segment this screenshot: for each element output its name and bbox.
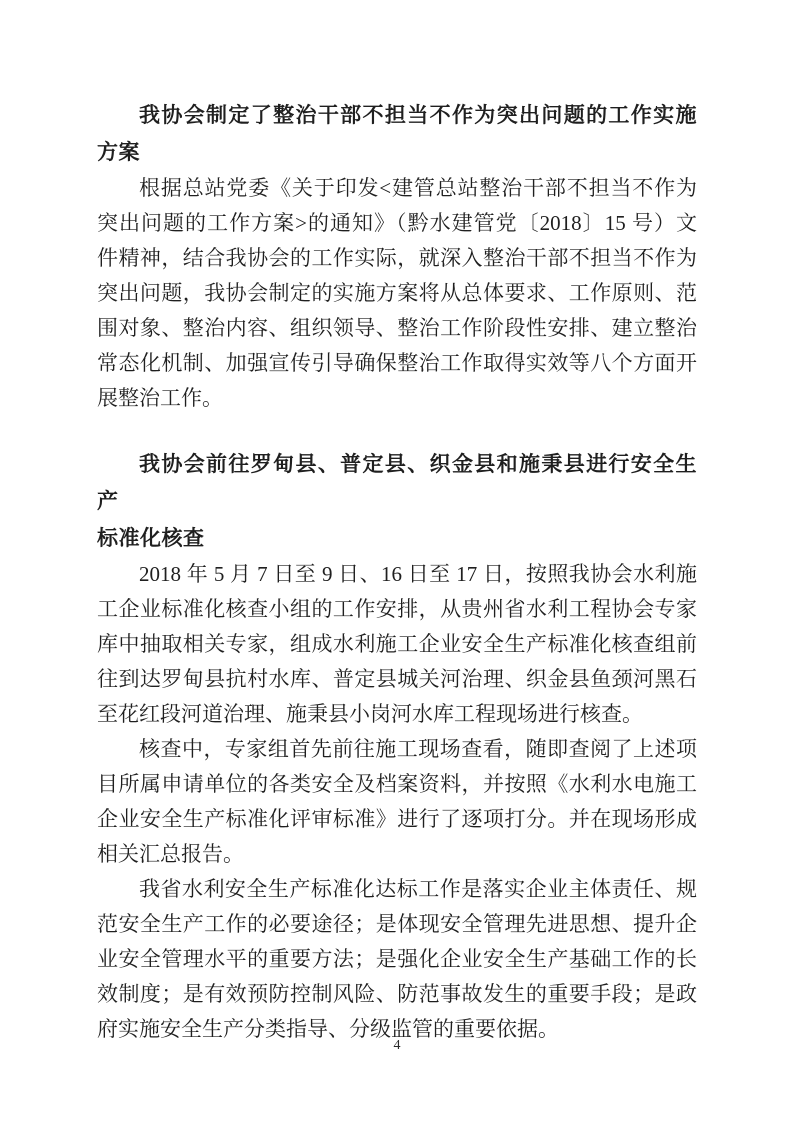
- body-line: 2018 年 5 月 7 日至 9 日、16 日至 17 日，按照我协会水利施: [139, 562, 697, 586]
- body-line: 府实施安全生产分类指导、分级监管的重要依据。: [97, 1017, 559, 1041]
- body-line: 突出问题，我协会制定的实施方案将从总体要求、工作原则、范: [97, 281, 697, 305]
- body-line: 企业安全生产标准化评审标准》进行了逐项打分。并在现场形成: [97, 807, 697, 831]
- body-line: 展整治工作。: [97, 386, 223, 410]
- body-line: 往到达罗甸县抗村水库、普定县城关河治理、织金县鱼颈河黑石: [97, 667, 697, 691]
- body-line: 核查中，专家组首先前往施工现场查看，随即查阅了上述项: [139, 737, 697, 761]
- body-line: 我省水利安全生产标准化达标工作是落实企业主体责任、规: [139, 877, 697, 901]
- body-line: 至花红段河道治理、施秉县小岗河水库工程现场进行核查。: [97, 702, 643, 726]
- body-line: 常态化机制、加强宣传引导确保整治工作取得实效等八个方面开: [97, 351, 697, 375]
- body-line: 围对象、整治内容、组织领导、整治工作阶段性安排、建立整治: [97, 316, 697, 340]
- body-line: 范安全生产工作的必要途径；是体现安全管理先进思想、提升企: [97, 912, 697, 936]
- body-line: 工企业标准化核查小组的工作安排，从贵州省水利工程协会专家: [97, 597, 697, 621]
- section-heading: [97, 446, 697, 557]
- body-line: 根据总站党委《关于印发<建管总站整治干部不担当不作为: [139, 176, 697, 200]
- heading-line: 标准化核查: [97, 526, 205, 550]
- body-line: 目所属申请单位的各类安全及档案资料，并按照《水利水电施工: [97, 772, 697, 796]
- section-heading: [97, 97, 697, 171]
- body-line: 业安全管理水平的重要方法；是强化企业安全生产基础工作的长: [97, 947, 697, 971]
- page-content: [97, 97, 697, 1047]
- paragraph: [97, 557, 697, 732]
- paragraph: [97, 872, 697, 1047]
- paragraph: [97, 171, 697, 416]
- body-line: 突出问题的工作方案>的通知》（黔水建管党〔2018〕15 号）文: [97, 211, 697, 235]
- page-number: 4: [393, 1038, 401, 1053]
- body-line: 相关汇总报告。: [97, 842, 244, 866]
- body-line: 库中抽取相关专家，组成水利施工企业安全生产标准化核查组前: [97, 632, 697, 656]
- heading-line: 方案: [97, 140, 140, 164]
- heading-line: 我协会制定了整治干部不担当不作为突出问题的工作实施: [139, 103, 697, 127]
- heading-line: 我协会前往罗甸县、普定县、织金县和施秉县进行安全生产: [97, 452, 697, 513]
- section-standardization-inspection: [97, 446, 697, 1047]
- section-work-plan: [97, 97, 697, 416]
- paragraph: [97, 732, 697, 872]
- body-line: 件精神，结合我协会的工作实际，就深入整治干部不担当不作为: [97, 246, 697, 270]
- body-line: 效制度；是有效预防控制风险、防范事故发生的重要手段；是政: [97, 982, 697, 1006]
